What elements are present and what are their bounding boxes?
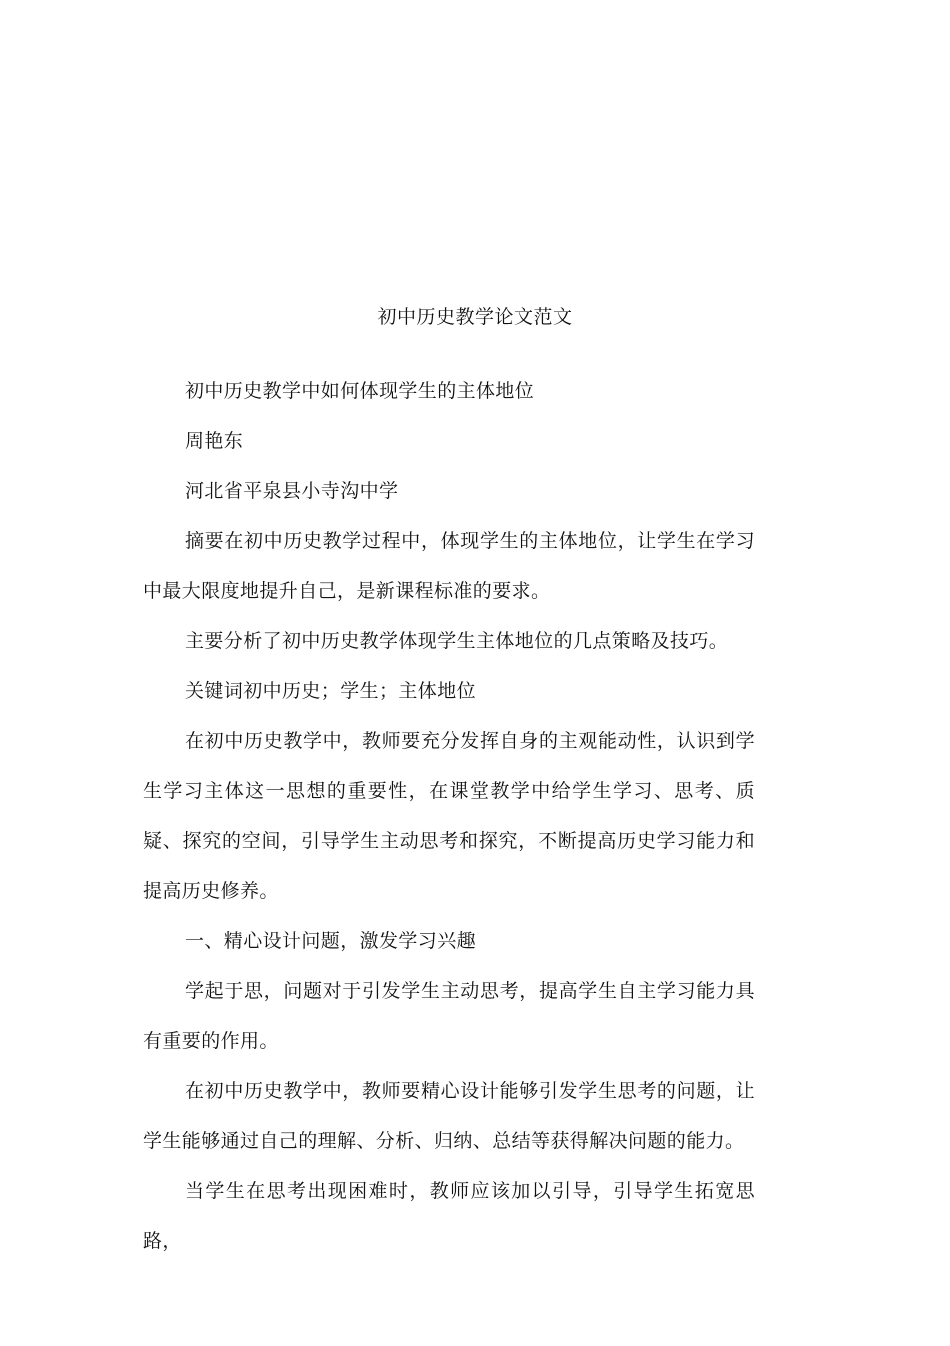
paper-title: 初中历史教学中如何体现学生的主体地位: [185, 380, 535, 402]
author-name: 周艳东: [185, 430, 244, 452]
section-paragraph-3: 当学生在思考出现困难时，教师应该加以引导，引导学生拓宽思路，: [143, 1180, 755, 1252]
abstract-summary: 主要分析了初中历史教学体现学生主体地位的几点策略及技巧。: [185, 630, 729, 652]
abstract-paragraph: 摘要在初中历史教学过程中，体现学生的主体地位，让学生在学习中最大限度地提升自己，是新课程标准的要求。: [143, 530, 755, 602]
section-paragraph-2: 在初中历史教学中，教师要精心设计能够引发学生思考的问题，让学生能够通过自己的理解、分析、归纳、总结等获得解决问题的能力。: [143, 1080, 755, 1152]
keywords-line: 关键词初中历史；学生；主体地位: [185, 680, 477, 702]
intro-paragraph: 在初中历史教学中，教师要充分发挥自身的主观能动性，认识到学生学习主体这一思想的重要性，在课堂教学中给学生学习、思考、质疑、探究的空间，引导学生主动思考和探究，不断提高历史学习能力和提高历史修养。: [143, 730, 755, 902]
section-heading-1: 一、精心设计问题，激发学习兴趣: [185, 930, 477, 952]
document-title: 初中历史教学论文范文: [377, 306, 573, 328]
author-affiliation: 河北省平泉县小寺沟中学: [185, 480, 399, 502]
document-body: [143, 366, 755, 1266]
section-paragraph-1: 学起于思，问题对于引发学生主动思考，提高学生自主学习能力具有重要的作用。: [143, 980, 755, 1052]
